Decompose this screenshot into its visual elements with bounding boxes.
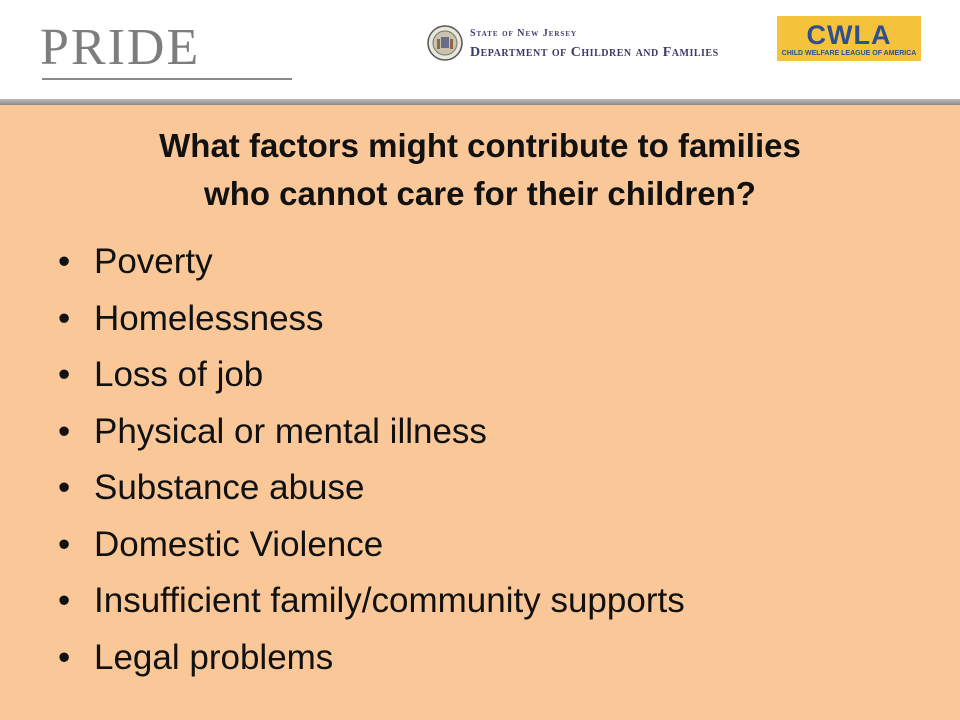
bullet-glyph: • xyxy=(58,355,71,394)
dcf-logo xyxy=(470,28,719,62)
slide-title-line-2: who cannot care for their children? xyxy=(204,175,756,212)
bullet-glyph: • xyxy=(58,298,71,338)
list-item-text: Insufficient family/community supports xyxy=(94,581,685,620)
slide-title-line-1: What factors might contribute to families xyxy=(159,127,801,164)
cwla-logo-subtitle: CHILD WELFARE LEAGUE OF AMERICA xyxy=(781,50,917,57)
list-item xyxy=(58,404,918,461)
bullet-glyph: • xyxy=(58,581,71,620)
header-divider xyxy=(0,99,960,105)
pride-logo xyxy=(40,12,292,82)
list-item xyxy=(58,291,918,348)
bullet-list xyxy=(58,234,918,686)
slide-title xyxy=(40,122,920,218)
list-item-text: Domestic Violence xyxy=(94,524,384,564)
cwla-logo xyxy=(777,16,921,61)
pride-logo-underline xyxy=(42,78,292,80)
list-item-text: Loss of job xyxy=(94,355,264,394)
bullet-glyph: • xyxy=(58,524,71,564)
dcf-department-line: Department of Children and Families xyxy=(470,45,719,60)
dcf-state-line: State of New Jersey xyxy=(470,28,578,39)
cwla-logo-text: CWLA xyxy=(806,20,892,50)
list-item xyxy=(58,517,918,574)
nj-state-seal-icon xyxy=(426,24,464,62)
list-item xyxy=(58,630,918,687)
bullet-glyph: • xyxy=(58,637,71,677)
list-item-text: Poverty xyxy=(94,242,213,281)
list-item xyxy=(58,573,918,630)
list-item xyxy=(58,460,918,517)
bullet-glyph: • xyxy=(58,411,71,451)
bullet-glyph: • xyxy=(58,468,71,507)
slide-header xyxy=(0,0,960,101)
pride-logo-text: PRIDE xyxy=(40,19,201,76)
list-item-text: Physical or mental illness xyxy=(94,411,487,451)
list-item-text: Substance abuse xyxy=(94,468,365,507)
list-item-text: Legal problems xyxy=(94,637,334,677)
list-item xyxy=(58,347,918,404)
list-item xyxy=(58,234,918,291)
bullet-glyph: • xyxy=(58,242,71,281)
list-item-text: Homelessness xyxy=(94,298,324,338)
